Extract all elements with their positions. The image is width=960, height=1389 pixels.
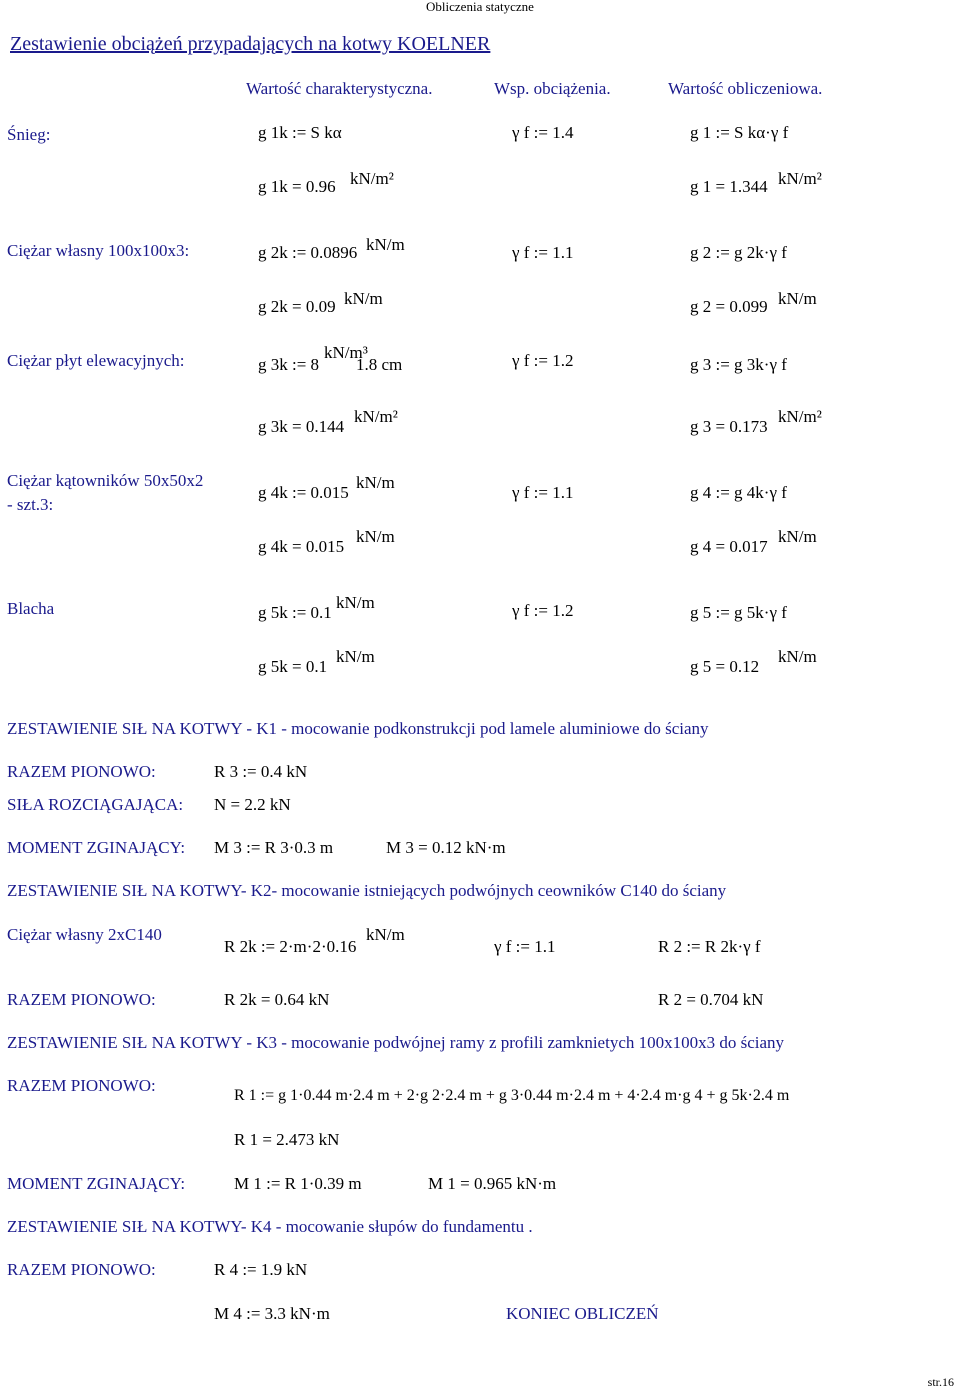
label-angles-l1: Ciężar kątowników 50x50x2 — [7, 471, 204, 490]
panel-calc-res: g 3 = 0.173 — [690, 417, 768, 436]
snow-res: g 1k = 0.96 — [258, 177, 336, 196]
sheet-calc-def: g 5 := g 5k·γ f — [690, 603, 787, 622]
k1-vert-val: R 3 := 0.4 kN — [214, 762, 308, 781]
k1-tension-val: N = 2.2 kN — [214, 795, 291, 814]
k1-heading: ZESTAWIENIE SIŁ NA KOTWY - K1 - mocowanie podkonstrukcji pod lamele aluminiowe do ściany — [7, 719, 709, 738]
k3-def: R 1 := g 1·0.44 m·2.4 m + 2·g 2·2.4 m + g 3·0.44 m·2.4 m + 4·2.4 m·g 4 + g 5k·2.4 m — [234, 1087, 790, 1104]
k2-self-label: Ciężar własny 2xC140 — [7, 925, 162, 944]
k3-moment-label: MOMENT ZGINAJĄCY: — [7, 1174, 186, 1193]
angles-calc-def: g 4 := g 4k·γ f — [690, 483, 787, 502]
self-def: g 2k := 0.0896 — [258, 243, 358, 262]
panel-res-unit: kN/m² — [354, 407, 398, 426]
k2-heading: ZESTAWIENIE SIŁ NA KOTWY- K2- mocowanie istniejących podwójnych ceowników C140 do ściany — [7, 881, 727, 900]
angles-def-unit: kN/m — [356, 473, 395, 492]
k1-moment-res: M 3 = 0.12 kN·m — [386, 838, 506, 857]
k2-calc-res: R 2 = 0.704 kN — [658, 990, 764, 1009]
self-calc-def: g 2 := g 2k·γ f — [690, 243, 787, 262]
snow-calc-unit: kN/m² — [778, 169, 822, 188]
k2-calc-def: R 2 := R 2k·γ f — [658, 937, 761, 956]
label-sheet: Blacha — [7, 599, 55, 618]
page-title: Zestawienie obciążeń przypadających na kotwy KOELNER — [10, 33, 491, 55]
k1-moment-label: MOMENT ZGINAJĄCY: — [7, 838, 186, 857]
self-res-unit: kN/m — [344, 289, 383, 308]
k3-vert-label: RAZEM PIONOWO: — [7, 1076, 156, 1095]
label-self-weight: Ciężar własny 100x100x3: — [7, 241, 190, 260]
panel-calc-def: g 3 := g 3k·γ f — [690, 355, 787, 374]
column-characteristic: Wartość charakterystyczna. — [246, 79, 433, 98]
end-of-calculations: KONIEC OBLICZEŃ — [506, 1304, 659, 1323]
k1-vert-label: RAZEM PIONOWO: — [7, 762, 156, 781]
snow-calc-def: g 1 := S kα·γ f — [690, 123, 789, 142]
k2-res: R 2k = 0.64 kN — [224, 990, 330, 1009]
sheet-calc-res: g 5 = 0.12 — [690, 657, 760, 676]
k3-moment-def: M 1 := R 1·0.39 m — [234, 1174, 362, 1193]
panel-res: g 3k = 0.144 — [258, 417, 345, 436]
snow-def: g 1k := S kα — [258, 123, 342, 142]
panel-def-tail: 1.8 cm — [356, 355, 403, 374]
column-coefficient: Wsp. obciążenia. — [494, 79, 611, 98]
sheet-res: g 5k = 0.1 — [258, 657, 328, 676]
panel-gamma: γ f := 1.2 — [512, 351, 574, 370]
snow-calc-res: g 1 = 1.344 — [690, 177, 768, 196]
angles-res-unit: kN/m — [356, 527, 395, 546]
panel-calc-unit: kN/m² — [778, 407, 822, 426]
snow-gamma: γ f := 1.4 — [512, 123, 574, 142]
sheet-calc-unit: kN/m — [778, 647, 817, 666]
k2-gamma: γ f := 1.1 — [494, 937, 556, 956]
self-def-unit: kN/m — [366, 235, 405, 254]
k2-def: R 2k := 2·m·2·0.16 — [224, 937, 357, 956]
angles-calc-unit: kN/m — [778, 527, 817, 546]
self-calc-unit: kN/m — [778, 289, 817, 308]
self-res: g 2k = 0.09 — [258, 297, 336, 316]
k4-heading: ZESTAWIENIE SIŁ NA KOTWY- K4 - mocowanie słupów do fundamentu . — [7, 1217, 533, 1236]
k4-vert-val: R 4 := 1.9 kN — [214, 1260, 308, 1279]
page-header: Obliczenia statyczne — [426, 0, 534, 14]
k4-moment-val: M 4 := 3.3 kN·m — [214, 1304, 330, 1323]
k1-tension-label: SIŁA ROZCIĄGAJĄCA: — [7, 795, 184, 814]
k3-moment-res: M 1 = 0.965 kN·m — [428, 1174, 557, 1193]
angles-def: g 4k := 0.015 — [258, 483, 349, 502]
label-angles-l2: - szt.3: — [7, 495, 54, 514]
sheet-def-unit: kN/m — [336, 593, 375, 612]
snow-res-unit: kN/m² — [350, 169, 394, 188]
sheet-gamma: γ f := 1.2 — [512, 601, 574, 620]
sheet-def: g 5k := 0.1 — [258, 603, 332, 622]
sheet-res-unit: kN/m — [336, 647, 375, 666]
k4-vert-label: RAZEM PIONOWO: — [7, 1260, 156, 1279]
label-panels: Ciężar płyt elewacyjnych: — [7, 351, 185, 370]
k3-res: R 1 = 2.473 kN — [234, 1130, 340, 1149]
k1-moment-def: M 3 := R 3·0.3 m — [214, 838, 334, 857]
k2-def-unit: kN/m — [366, 925, 405, 944]
column-design: Wartość obliczeniowa. — [668, 79, 823, 98]
k2-vert-label: RAZEM PIONOWO: — [7, 990, 156, 1009]
page-number: str.16 — [927, 1375, 954, 1389]
angles-gamma: γ f := 1.1 — [512, 483, 574, 502]
angles-res: g 4k = 0.015 — [258, 537, 345, 556]
panel-def: g 3k := 8 — [258, 355, 320, 374]
k3-heading: ZESTAWIENIE SIŁ NA KOTWY - K3 - mocowanie podwójnej ramy z profili zamknietych 100x100x3 do ściany — [7, 1033, 785, 1052]
panel-def-unit: kN/m³ — [324, 343, 368, 362]
self-gamma: γ f := 1.1 — [512, 243, 574, 262]
label-snow: Śnieg: — [7, 125, 51, 144]
self-calc-res: g 2 = 0.099 — [690, 297, 768, 316]
angles-calc-res: g 4 = 0.017 — [690, 537, 768, 556]
